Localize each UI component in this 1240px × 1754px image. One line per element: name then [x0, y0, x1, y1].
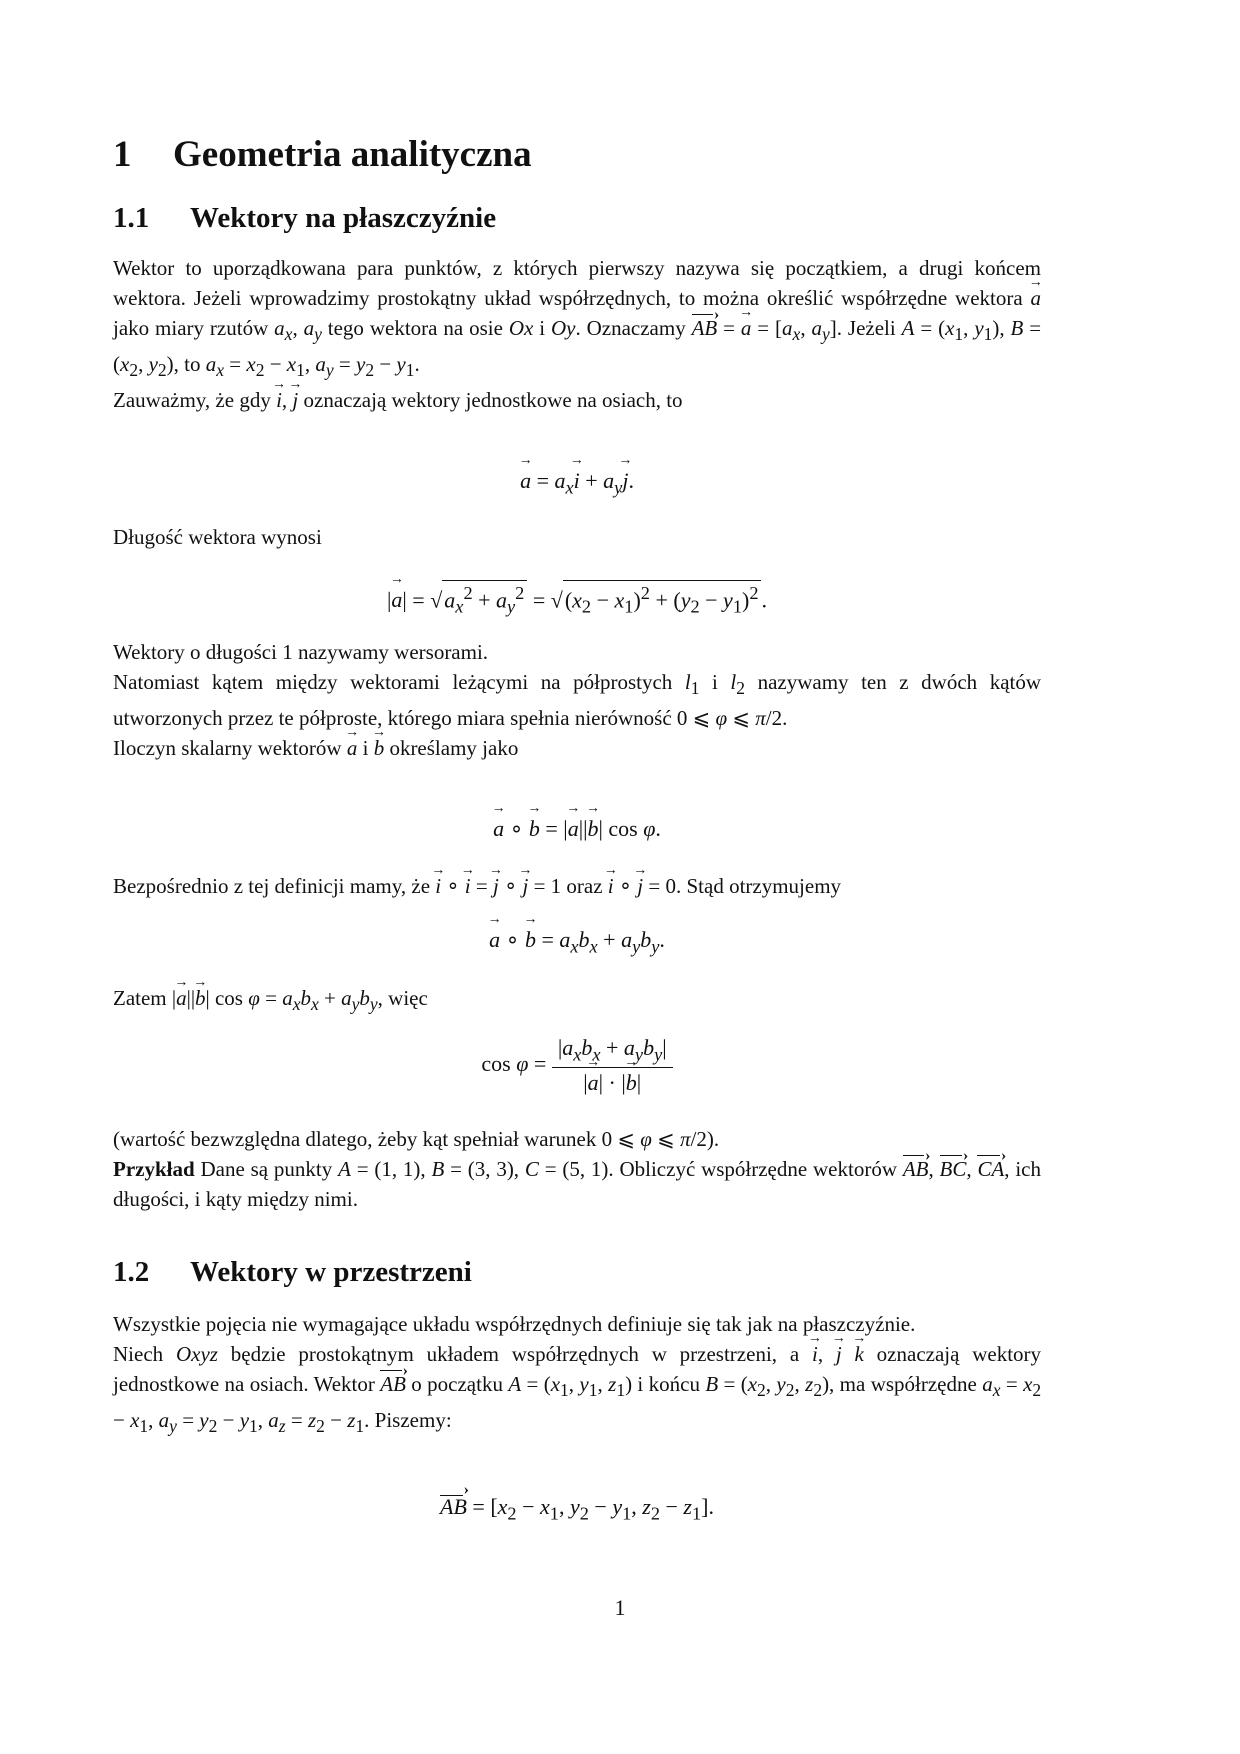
section-1-heading — [113, 133, 532, 176]
paragraph-unit-products: Bezpośrednio z tej definicji mamy, że i → ∘ i → = j → ∘ j → = 1 oraz i → ∘ j → = 0. Stąd otrzymujemy — [113, 871, 1041, 901]
equation-dot-coordinates: a → ∘ b → = $a_xb_x + a_yb_y$. — [113, 927, 1041, 957]
section-1-title: Geometria analityczna — [173, 134, 532, 175]
equation-space-vector: AB › = [$x_2 - x_1$, $y_2 - y_1$, $z_2 - z_1$]. — [113, 1494, 1041, 1524]
section-1-1-number: 1.1 — [113, 202, 150, 234]
section-1-number: 1 — [113, 134, 132, 175]
equation-length: |a →| = $√a_x^2 + a_y^2 = √(x_2 - x_1)^2 + (y_2 - y_1)^2$ . — [113, 580, 1041, 618]
equation-dot-product: a → ∘ b → = |a →||b →| cos φ. — [113, 816, 1041, 842]
example-label: Przykład — [113, 1157, 195, 1181]
paragraph-space: Wszystkie pojęcia nie wymagające układu współrzędnych definiuje się tak jak na płaszczyźnie. Niech Oxyz będzie prostokątnym układem współrzędnych w przestrzeni, a i →, j → k → oznaczają wektory jednostkowe na osiach. Wektor AB › o początku $A = (x_1$, $y_1$, $z_1$) i końcu $B = (x_2$, $y_2$, $z_2$), ma współrzędne $a_x = x_2 - x_1$, $a_y = y_2 - y_1$, $a_z = z_2 - z_1$. Piszemy: — [113, 1309, 1041, 1441]
section-1-2-number: 1.2 — [113, 1256, 150, 1288]
section-1-2-heading — [113, 1256, 472, 1289]
paragraph-thus: Zatem |a →||b →| $\cos \varphi = a_xb_x + a_yb_y$, więc — [113, 983, 1041, 1019]
section-1-1-heading — [113, 202, 496, 235]
paragraph-example: (wartość bezwzględna dlatego, żeby kąt spełniał warunek 0 ⩽ φ ⩽ π/2). Przykład Dane są punkty A = (1, 1), B = (3, 3), C = (5, 1). Obliczyć współrzędne wektorów AB ›, BC ›, CA ›, ich długości, i kąty między nimi. — [113, 1124, 1041, 1214]
paragraph-angle: Wektory o długości 1 nazywamy wersorami. Natomiast kątem między wektorami leżącymi na półprostych $l_1$ i $l_2$ nazywamy ten z dwóch kątów utworzonych przez te półproste, którego miara spełnia nierówność 0 ⩽ φ ⩽ π/2. Iloczyn skalarny wektorów a → i b → określamy jako — [113, 637, 1041, 763]
equation-decomposition: a → = $a_xi$ → + $a_yj$ →. — [113, 468, 1041, 498]
section-1-1-title: Wektory na płaszczyźnie — [190, 202, 497, 234]
paragraph-length: Długość wektora wynosi — [113, 525, 322, 549]
equation-cosine: cos φ = $\frac{|a_xb_x + a_yb_y|}{|a \to| \cdot |b \to|}$ — [113, 1035, 1041, 1096]
section-1-2-title: Wektory w przestrzeni — [190, 1256, 472, 1288]
paragraph-definition: Wektor to uporządkowana para punktów, z których pierwszy nazywa się początkiem, a drugi końcem wektora. Jeżeli wprowadzimy prostokątny układ współrzędnych, to można określić współrzędne wektora a → jako miary rzutów $a_x$, $a_y$ tego wektora na osie Ox i Oy. Oznaczamy AB › = a → = [$a_x$, $a_y$]. Jeżeli $A = (x_1$, $y_1$), $B = (x_2$, $y_2$), to $a_x = x_2 - x_1$, $a_y = y_2 - y_1$. Zauważmy, że gdy i →, j → oznaczają wektory jednostkowe na osiach, to — [113, 253, 1041, 415]
page-number: 1 — [614, 1595, 626, 1620]
